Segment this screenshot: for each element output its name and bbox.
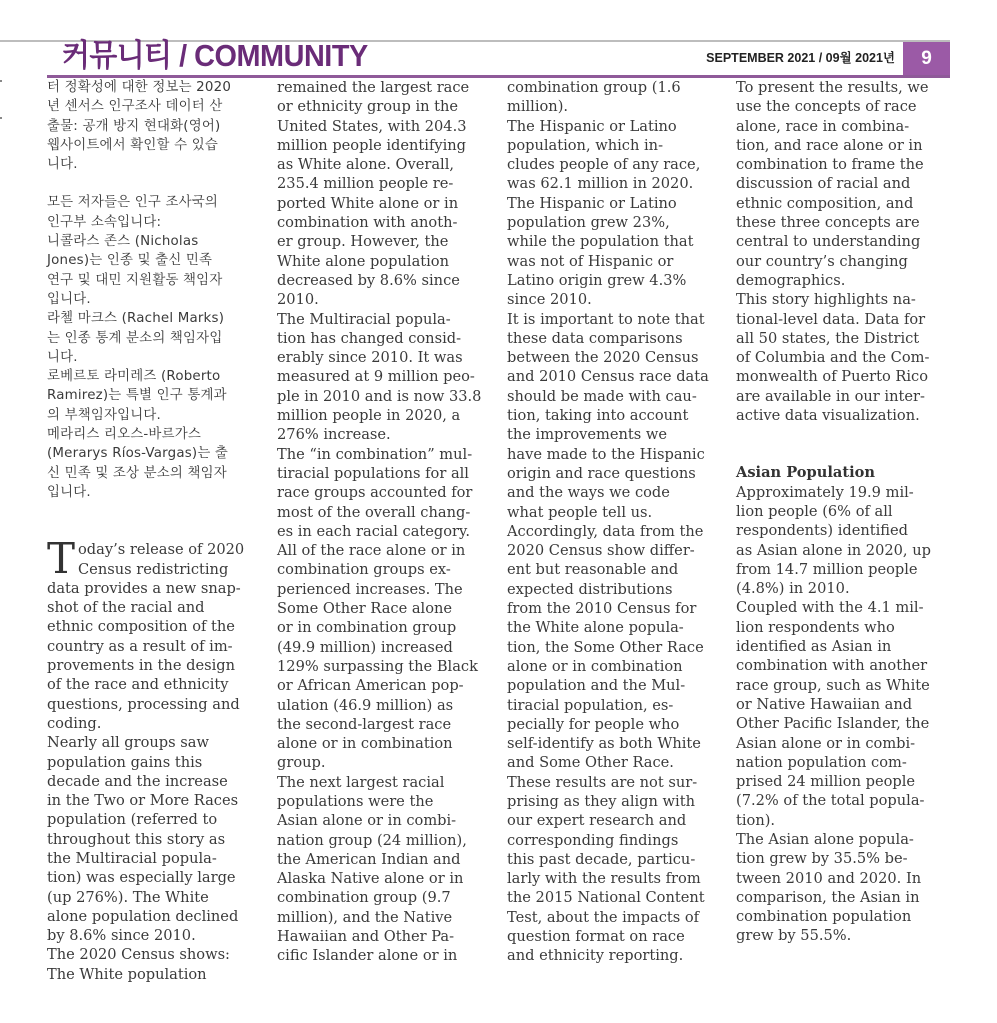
text-line: tion, taking into account [507, 407, 689, 425]
text-line: provements in the design [47, 657, 235, 675]
text-line: 입니다. [47, 291, 91, 307]
text-line: lion respondents who [736, 618, 895, 636]
text-line: 출물: 공개 방지 현대화(영어) [47, 118, 221, 134]
text-line: race group, such as White [736, 676, 930, 694]
text-line: the American Indian and [277, 850, 461, 868]
text-line: million people identifying [277, 136, 467, 154]
text-line: monwealth of Puerto Rico [736, 368, 928, 386]
text-line: 연구 및 대민 지원활동 책임자 [47, 272, 223, 288]
text-line: tiracial population, es- [507, 696, 674, 714]
column-3 [507, 78, 729, 966]
text-line: (49.9 million) increased [277, 638, 453, 656]
article-text [736, 483, 958, 946]
text-line: in the Two or More Races [47, 792, 239, 810]
text-line: United States, with 204.3 [277, 117, 467, 135]
text-line: er group. However, the [277, 233, 449, 251]
text-line: Alaska Native alone or in [277, 870, 464, 888]
article-text [507, 78, 729, 966]
text-line: Census redistricting [78, 560, 229, 578]
text-line: and the ways we code [507, 484, 670, 502]
text-line: All of the race alone or in [277, 542, 466, 560]
text-line: cludes people of any race, [507, 156, 701, 174]
text-line: are available in our inter- [736, 387, 925, 405]
text-line: of the race and ethnicity [47, 676, 229, 694]
text-line: Nearly all groups saw [47, 734, 209, 752]
text-line: alone or in combination [277, 735, 453, 753]
text-line: combination group (1.6 [507, 79, 681, 96]
text-line: 인구부 소속입니다: [47, 214, 162, 230]
text-line: 메라리스 리오스-바르가스 [47, 427, 201, 443]
text-line: was not of Hispanic or [507, 252, 674, 270]
text-line: the Multiracial popula- [47, 849, 217, 867]
text-line: was 62.1 million in 2020. [507, 175, 694, 193]
text-line: tion, the Some Other Race [507, 638, 704, 656]
text-line: alone, race in combina- [736, 117, 910, 135]
text-line: combination group (9.7 [277, 889, 451, 907]
text-line: and ethnicity reporting. [507, 947, 684, 965]
text-line: central to understanding [736, 233, 921, 251]
text-line: or ethnicity group in the [277, 98, 459, 116]
text-line: ent but reasonable and [507, 561, 679, 579]
text-line: demographics. [736, 271, 846, 289]
text-line: To present the results, we [736, 79, 929, 96]
text-line: Asian alone or in combi- [277, 812, 457, 830]
text-line: es in each racial category. [277, 522, 470, 540]
text-line: tion, and race alone or in [736, 136, 923, 154]
article-text [277, 78, 499, 966]
text-line: tion). [736, 811, 776, 829]
text-line: the 2015 National Content [507, 889, 705, 907]
korean-intro [47, 78, 269, 174]
text-line: 라첼 마크스 (Rachel Marks) [47, 311, 225, 327]
text-line: nation group (24 million), [277, 831, 467, 849]
text-line: oday’s release of 2020 [78, 541, 245, 559]
text-line: discussion of racial and [736, 175, 911, 193]
column-4 [736, 78, 958, 946]
text-line: measured at 9 million peo- [277, 368, 475, 386]
text-line: 웹사이트에서 확인할 수 있습 [47, 137, 218, 153]
text-line: 신 민족 및 조상 분소의 책임자 [47, 465, 227, 481]
text-line: alone population declined [47, 907, 239, 925]
text-line: coding. [47, 714, 102, 732]
text-line: Ramirez)는 특별 인구 통계과 [47, 388, 227, 404]
text-line: tiracial populations for all [277, 464, 469, 482]
text-line: population, which in- [507, 136, 663, 154]
text-line: our country’s changing [736, 252, 908, 270]
text-line: The Multiracial popula- [277, 310, 451, 328]
text-line: combination with anoth- [277, 214, 458, 232]
text-line: while the population that [507, 233, 694, 251]
text-line: by 8.6% since 2010. [47, 927, 196, 945]
text-line: remained the largest race [277, 79, 470, 96]
text-line: (7.2% of the total popula- [736, 792, 925, 810]
text-line: nation population com- [736, 753, 907, 771]
text-line: million). [507, 98, 569, 116]
text-line: lion people (6% of all [736, 502, 893, 520]
text-line: since 2010. [507, 291, 592, 309]
text-line: population (referred to [47, 811, 218, 829]
text-line: ethnic composition of the [47, 618, 235, 636]
text-line: combination to frame the [736, 156, 924, 174]
text-line: Latino origin grew 4.3% [507, 271, 687, 289]
text-line: the White alone popula- [507, 619, 684, 637]
text-line: Hawaiian and Other Pa- [277, 928, 455, 946]
text-line: shot of the racial and [47, 599, 205, 617]
text-line: The next largest racial [277, 773, 445, 791]
text-line: active data visualization. [736, 407, 920, 425]
text-line: larly with the results from [507, 870, 701, 888]
text-line: prising as they align with [507, 792, 695, 810]
text-line: what people tell us. [507, 503, 653, 521]
text-line: 의 부책임자입니다. [47, 407, 161, 423]
text-line: self-identify as both White [507, 735, 701, 753]
text-line: erably since 2010. It was [277, 349, 463, 367]
text-line: 니다. [47, 349, 78, 365]
text-line: Coupled with the 4.1 mil- [736, 599, 924, 617]
text-line: corresponding findings [507, 831, 679, 849]
text-line: 는 인종 통계 분소의 책임자입 [47, 330, 223, 346]
text-line: these three concepts are [736, 214, 920, 232]
text-line: or in combination group [277, 619, 457, 637]
text-line: perienced increases. The [277, 580, 463, 598]
text-line: population and the Mul- [507, 677, 686, 695]
text-line: alone or in combination [507, 657, 683, 675]
text-line: 입니다. [47, 484, 91, 500]
text-line: 235.4 million people re- [277, 175, 454, 193]
text-line: 터 정확성에 대한 정보는 2020 [47, 80, 232, 95]
text-line: populations were the [277, 792, 434, 810]
text-line: (4.8%) in 2010. [736, 580, 850, 598]
text-line: as Asian alone in 2020, up [736, 541, 931, 559]
text-line: these data comparisons [507, 329, 683, 347]
text-line: The Hispanic or Latino [507, 117, 677, 135]
text-line: It is important to note that [507, 310, 705, 328]
text-line: questions, processing and [47, 695, 240, 713]
text-line: grew by 55.5%. [736, 927, 852, 945]
text-line: 2010. [277, 291, 319, 309]
text-line: 년 센서스 인구조사 데이터 산 [47, 99, 223, 115]
text-line: These results are not sur- [507, 773, 698, 791]
text-line: and 2010 Census race data [507, 368, 709, 386]
text-line: ulation (46.9 million) as [277, 696, 454, 714]
text-line: ethnic composition, and [736, 194, 914, 212]
article-text [736, 78, 958, 425]
text-line: race groups accounted for [277, 484, 473, 502]
text-line: comparison, the Asian in [736, 888, 920, 906]
text-line: Jones)는 인종 및 출신 민족 [47, 253, 213, 269]
text-line: combination with another [736, 657, 928, 675]
text-line: 129% surpassing the Black [277, 657, 478, 675]
text-line: combination population [736, 908, 912, 926]
text-line: 니콜라스 존스 (Nicholas [47, 234, 199, 250]
article-text [47, 534, 269, 984]
page-number-badge: 9 [903, 42, 950, 75]
text-line: ple in 2010 and is now 33.8 [277, 387, 482, 405]
text-line: prised 24 million people [736, 773, 916, 791]
text-line: the improvements we [507, 426, 668, 444]
margin-mark [0, 80, 2, 82]
text-line: and Some Other Race. [507, 754, 674, 772]
text-line: the second-largest race [277, 715, 452, 733]
text-line: pecially for people who [507, 715, 680, 733]
column-1 [47, 78, 269, 984]
text-line: This story highlights na- [736, 291, 916, 309]
text-line: origin and race questions [507, 464, 696, 482]
text-line: decreased by 8.6% since [277, 271, 460, 289]
text-line: The Hispanic or Latino [507, 194, 677, 212]
text-line: from 14.7 million people [736, 560, 918, 578]
text-line: respondents) identified [736, 522, 908, 540]
issue-date: SEPTEMBER 2021 / 09월 2021년 [706, 51, 895, 65]
text-line: throughout this story as [47, 830, 226, 848]
text-line: this past decade, particu- [507, 850, 696, 868]
text-line: The 2020 Census shows: [47, 946, 230, 964]
subhead-asian-population: Asian Population [736, 464, 875, 482]
margin-mark [0, 117, 2, 119]
text-line: The Asian alone popula- [736, 830, 914, 848]
text-line: or African American pop- [277, 677, 464, 695]
text-line: decade and the increase [47, 772, 228, 790]
text-line: 니다. [47, 157, 78, 173]
text-line: use the concepts of race [736, 98, 917, 116]
column-2 [277, 78, 499, 966]
text-line: 2020 Census show differ- [507, 542, 695, 560]
text-line: (Merarys Ríos-Vargas)는 출 [47, 446, 229, 462]
text-line: tween 2010 and 2020. In [736, 869, 922, 887]
text-line: data provides a new snap- [47, 579, 241, 597]
text-line: tion grew by 35.5% be- [736, 850, 908, 868]
text-line: White alone population [277, 252, 449, 270]
text-line: have made to the Hispanic [507, 445, 705, 463]
text-line: population gains this [47, 753, 203, 771]
text-line: group. [277, 754, 326, 772]
text-line: most of the overall chang- [277, 503, 471, 521]
text-line: of Columbia and the Com- [736, 349, 930, 367]
text-line: Some Other Race alone [277, 600, 453, 618]
text-line: 276% increase. [277, 426, 391, 444]
text-line: as White alone. Overall, [277, 156, 454, 174]
text-line: 모든 저자들은 인구 조사국의 [47, 195, 218, 211]
text-line: ported White alone or in [277, 194, 459, 212]
author-credits [47, 193, 269, 502]
text-line: from the 2010 Census for [507, 600, 697, 618]
text-line: country as a result of im- [47, 637, 233, 655]
text-line: tional-level data. Data for [736, 310, 926, 328]
text-line: all 50 states, the District [736, 329, 920, 347]
text-line: or Native Hawaiian and [736, 695, 913, 713]
text-line: tion) was especially large [47, 869, 236, 887]
text-line: expected distributions [507, 580, 673, 598]
section-title: 커뮤니티 / COMMUNITY [62, 38, 368, 73]
text-line: The “in combination” mul- [277, 445, 473, 463]
text-line: 로베르토 라미레즈 (Roberto [47, 369, 221, 385]
article-lead [47, 534, 269, 984]
text-line: cific Islander alone or in [277, 947, 458, 965]
text-line: should be made with cau- [507, 387, 697, 405]
text-line: Asian alone or in combi- [736, 734, 916, 752]
text-line: Test, about the impacts of [507, 908, 700, 926]
text-line: The White population [47, 965, 207, 983]
text-line: Accordingly, data from the [507, 522, 704, 540]
text-line: population grew 23%, [507, 214, 670, 232]
text-line: million people in 2020, a [277, 407, 461, 425]
text-line: Approximately 19.9 mil- [736, 483, 914, 501]
text-line: Other Pacific Islander, the [736, 715, 930, 733]
text-line: million), and the Native [277, 908, 453, 926]
text-line: our expert research and [507, 812, 687, 830]
text-line: identified as Asian in [736, 638, 892, 656]
text-line: (up 276%). The White [47, 888, 209, 906]
text-line: combination groups ex- [277, 561, 451, 579]
text-line: between the 2020 Census [507, 349, 699, 367]
text-line: tion has changed consid- [277, 329, 462, 347]
text-line: question format on race [507, 928, 685, 946]
drop-cap: T [47, 534, 76, 584]
